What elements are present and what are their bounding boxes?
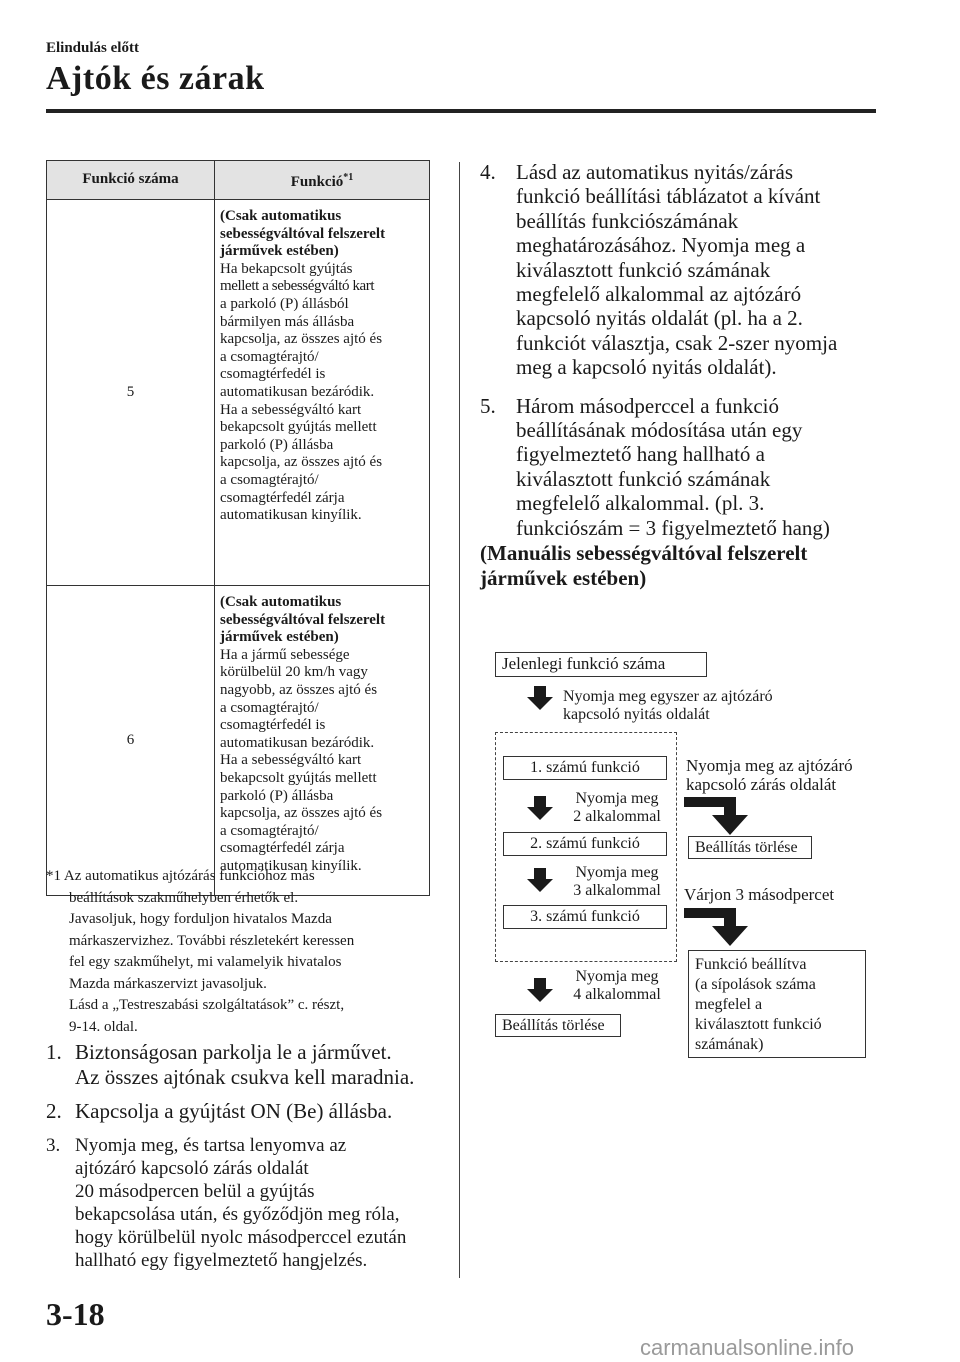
header-function-number: Funkció száma [47, 161, 215, 200]
step-5: 5. Három másodperccel a funkció beállításának módosítása után egy figyelmeztető hang hallható a kiválasztott funkció számának megfelelő alkalommal. (pl. 3. funkciószám = 3 figyelmeztető hang) [480, 393, 830, 540]
subheading-manual: (Manuális sebességváltóval felszerelt járművek estében) [480, 541, 808, 590]
box-clear-left: Beállítás törlése [495, 1014, 621, 1037]
box-function-3: 3. számú funkció [503, 905, 667, 929]
row-number: 6 [47, 586, 215, 896]
footnote: *1 Az automatikus ajtózárás funkcióhoz más beállítások szakműhelyben érhetők el. Javasoljuk, hogy forduljon hivatalos Mazda márkaszervizhez. További részletekért keressen fel egy szakműhelyt, mi valamelyik hivatalos Mazda márkaszervizt javasoljuk. Lásd a „Testreszabási szolgáltatások” c. részt, 9-14. oldal. [46, 868, 355, 1035]
label-press-once: Nyomja meg egyszer az ajtózáró kapcsoló nyitás oldalát [563, 688, 773, 723]
step-3: 3. Nyomja meg, és tartsa lenyomva az ajtózáró kapcsoló zárás oldalát 20 másodpercen belül a gyújtás bekapcsolása után, és győződjön meg róla, hogy körülbelül nyolc másodperccel ezután hallható egy figyelmeztető hangjelzés. [46, 1134, 407, 1271]
label-press-3: Nyomja meg 3 alkalommal [573, 864, 661, 899]
step-4: 4. Lásd az automatikus nyitás/zárás funkció beállítási táblázatot a kívánt beállítás funkciószámának meghatározásához. Nyomja meg a kiválasztott funkció számának megfelelő alkalommal az ajtózáró kapcsoló nyitás oldalát (pl. ha a 2. funkciót választja, csak 2-szer nyomja meg a kapcsoló nyitás oldalát). [480, 160, 838, 380]
step-2: 2. Kapcsolja a gyújtást ON (Be) állásba. [46, 1099, 393, 1123]
box-function-set: Funkció beállítva (a sípolások száma megfelel a kiválasztott funkció számának) [688, 950, 866, 1058]
box-function-1: 1. számú funkció [503, 756, 667, 780]
down-arrow-icon [527, 796, 553, 820]
page-number: 3-18 [46, 1296, 105, 1332]
watermark: carmanualsonline.info [640, 1335, 855, 1360]
bent-arrow-icon [684, 797, 764, 835]
row-description: (Csak automatikus sebességváltóval felszerelt járművek estében) Ha a jármű sebessége körülbelül 20 km/h vagy nagyobb, az összes ajtó és a csomagtérajtó/ csomagtérfedél is automatikusan bezáródik. Ha a sebességváltó kart bekapcsolt gyújtás mellett parkoló (P) állásba kapcsolja, az összes ajtó és a csomagtérajtó/ csomagtérfedél zárja automatikusan kinyílik. [215, 586, 430, 896]
box-clear-right: Beállítás törlése [688, 836, 812, 859]
down-arrow-icon [527, 686, 553, 710]
row-description: (Csak automatikus sebességváltóval felszerelt járművek estében) Ha bekapcsolt gyújtás mellett a sebességváltó kart a parkoló (P) állásból bármilyen más állásba kapcsolja, az összes ajtó és a csomagtérajtó/ csomagtérfedél is automatikusan bezáródik. Ha a sebességváltó kart bekapcsolt gyújtás mellett parkoló (P) állásba kapcsolja, az összes ajtó és a csomagtérajtó/ csomagtérfedél zárja automatikusan kinyílik. [215, 200, 430, 586]
row-number: 5 [47, 200, 215, 586]
section-label: Elindulás előtt [46, 40, 139, 56]
footnote-mark: *1 [343, 171, 354, 183]
bent-arrow-icon [684, 908, 764, 946]
box-function-2: 2. számú funkció [503, 832, 667, 856]
label-press-4: Nyomja meg 4 alkalommal [573, 968, 661, 1003]
step-1: 1. Biztonságosan parkolja le a járművet. Az összes ajtónak csukva kell maradnia. [46, 1040, 415, 1089]
down-arrow-icon [527, 978, 553, 1002]
label-press-2: Nyomja meg 2 alkalommal [573, 790, 661, 825]
box-current-function: Jelenlegi funkció száma [495, 652, 707, 677]
header-function: Funkció$^{*1}$ [215, 161, 430, 200]
page-title: Ajtók és zárak [46, 60, 265, 97]
label-wait: Várjon 3 másodpercet [684, 885, 835, 904]
label-press-lock: Nyomja meg az ajtózáró kapcsoló zárás oldalát [686, 756, 853, 794]
down-arrow-icon [527, 868, 553, 892]
